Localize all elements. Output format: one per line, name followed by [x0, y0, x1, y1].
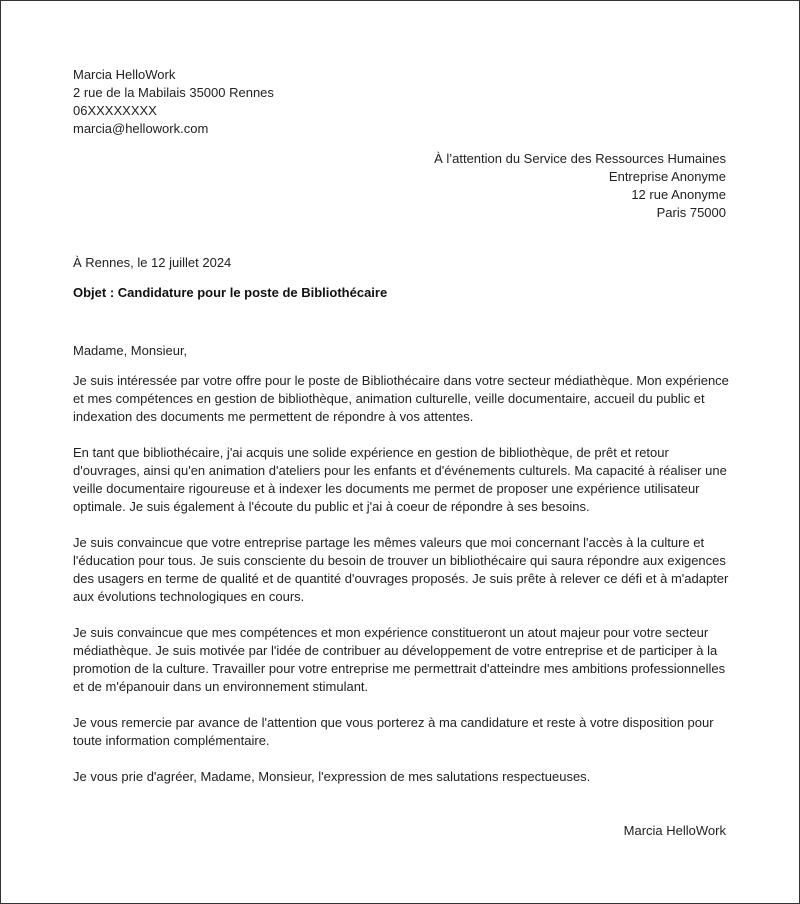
sender-block: [73, 66, 274, 138]
closing-paragraph: Je vous prie d'agréer, Madame, Monsieur, l'expression de mes salutations respectueuses.: [73, 769, 591, 784]
recipient-attention: À l’attention du Service des Ressources Humaines: [434, 151, 726, 166]
sender-address: 2 rue de la Mabilais 35000 Rennes: [73, 85, 274, 100]
sender-phone: 06XXXXXXXX: [73, 103, 157, 118]
subject-line: Objet : Candidature pour le poste de Bibliothécaire: [73, 285, 388, 300]
recipient-company: Entreprise Anonyme: [608, 169, 726, 184]
body-paragraph-3: Je suis convaincue que votre entreprise partage les mêmes valeurs que moi concernant l'accès à la culture et l'éducation pour tous. Je suis consciente du besoin de trouver un bibliothécaire qui saura répondre aux exigences des usagers en terme de qualité et de quantité d'ouvrages proposés. Je suis prête à relever ce défi et à m'adapter aux évolutions technologiques en cours.: [73, 535, 729, 604]
date-line: À Rennes, le 12 juillet 2024: [73, 255, 232, 270]
greeting: Madame, Monsieur,: [73, 343, 188, 358]
recipient-block: [434, 150, 726, 222]
signature: Marcia HelloWork: [623, 823, 726, 838]
body-paragraph-4: Je suis convaincue que mes compétences et mon expérience constitueront un atout majeur pour votre secteur médiathèque. Je suis motivée par l'idée de contribuer au développement de votre entreprise et de participer à la promotion de la culture. Travailler pour votre entreprise me permettrait d'atteindre mes ambitions professionnelles et de m'épanouir dans un environnement stimulant.: [73, 625, 726, 694]
recipient-street: 12 rue Anonyme: [631, 187, 726, 202]
recipient-city: Paris 75000: [656, 205, 726, 220]
sender-name: Marcia HelloWork: [73, 67, 176, 82]
sender-email: marcia@hellowork.com: [73, 121, 209, 136]
body-paragraph-5: Je vous remercie par avance de l'attention que vous porterez à ma candidature et reste à votre disposition pour toute information complémentaire.: [73, 715, 714, 748]
body-paragraph-1: Je suis intéressée par votre offre pour le poste de Bibliothécaire dans votre secteur médiathèque. Mon expérience et mes compétences en gestion de bibliothèque, animation culturelle, veille documentaire, accueil du public et indexation des documents me permettent de répondre à vos attentes.: [73, 373, 729, 424]
body-paragraph-2: En tant que bibliothécaire, j'ai acquis une solide expérience en gestion de bibliothèque, de prêt et retour d'ouvrages, ainsi qu'en animation d'ateliers pour les enfants et d'événements culturels. Ma capacité à réaliser une veille documentaire rigoureuse et à indexer les documents me permet de proposer une expérience utilisateur optimale. Je suis également à l'écoute du public et j'ai à coeur de répondre à ses besoins.: [73, 445, 727, 514]
